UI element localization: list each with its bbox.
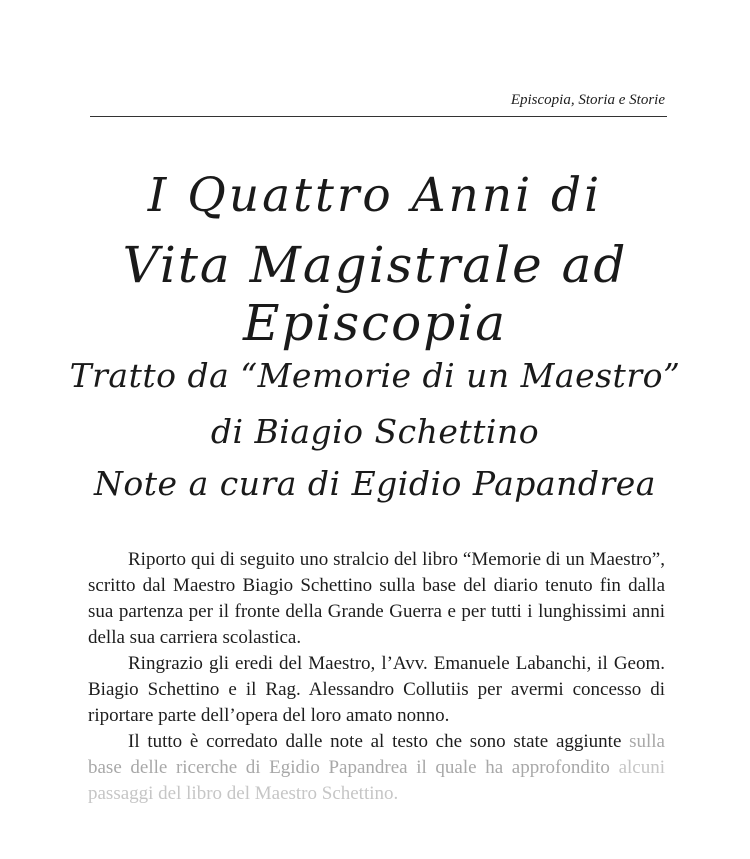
header-rule <box>90 116 667 117</box>
subtitle-line-1: Tratto da “Memorie di un Maestro” <box>69 356 681 395</box>
subtitle-line-2: di Biagio Schettino <box>210 412 540 451</box>
body-text <box>88 547 665 807</box>
paragraph-1: Riporto qui di seguito uno stralcio del libro “Memorie di un Maestro”, scritto dal Maestro Biagio Schettino sulla base del diario tenuto fin dalla sua partenza per il fronte della Grande Guerra e per tutti i lunghissimi anni della sua carriera scolastica. <box>88 549 665 648</box>
subtitle-line-3: Note a cura di Egidio Papandrea <box>94 464 656 503</box>
paragraph-3-faded: sulla base delle ricerche di Egidio Papandrea il quale ha approfondito <box>88 731 665 778</box>
running-header-title: Episcopia, Storia e Storie <box>510 92 665 108</box>
paragraph-3 <box>88 729 665 807</box>
paragraph-3-visible: Il tutto è corredato dalle note al testo che sono state aggiunte <box>128 731 630 752</box>
paragraph-2: Ringrazio gli eredi del Maestro, l’Avv. Emanuele Labanchi, il Geom. Biagio Schettino e il Rag. Alessandro Collutiis per avermi concesso di riportare parte dell’opera del loro amato nonno. <box>88 653 665 726</box>
title-line-1: I Quattro Anni di <box>147 168 603 223</box>
paragraph-3-fainter: alcuni passaggi del libro del Maestro Schettino. <box>88 757 665 804</box>
title-line-2: Vita Magistrale ad Episcopia <box>122 236 628 352</box>
